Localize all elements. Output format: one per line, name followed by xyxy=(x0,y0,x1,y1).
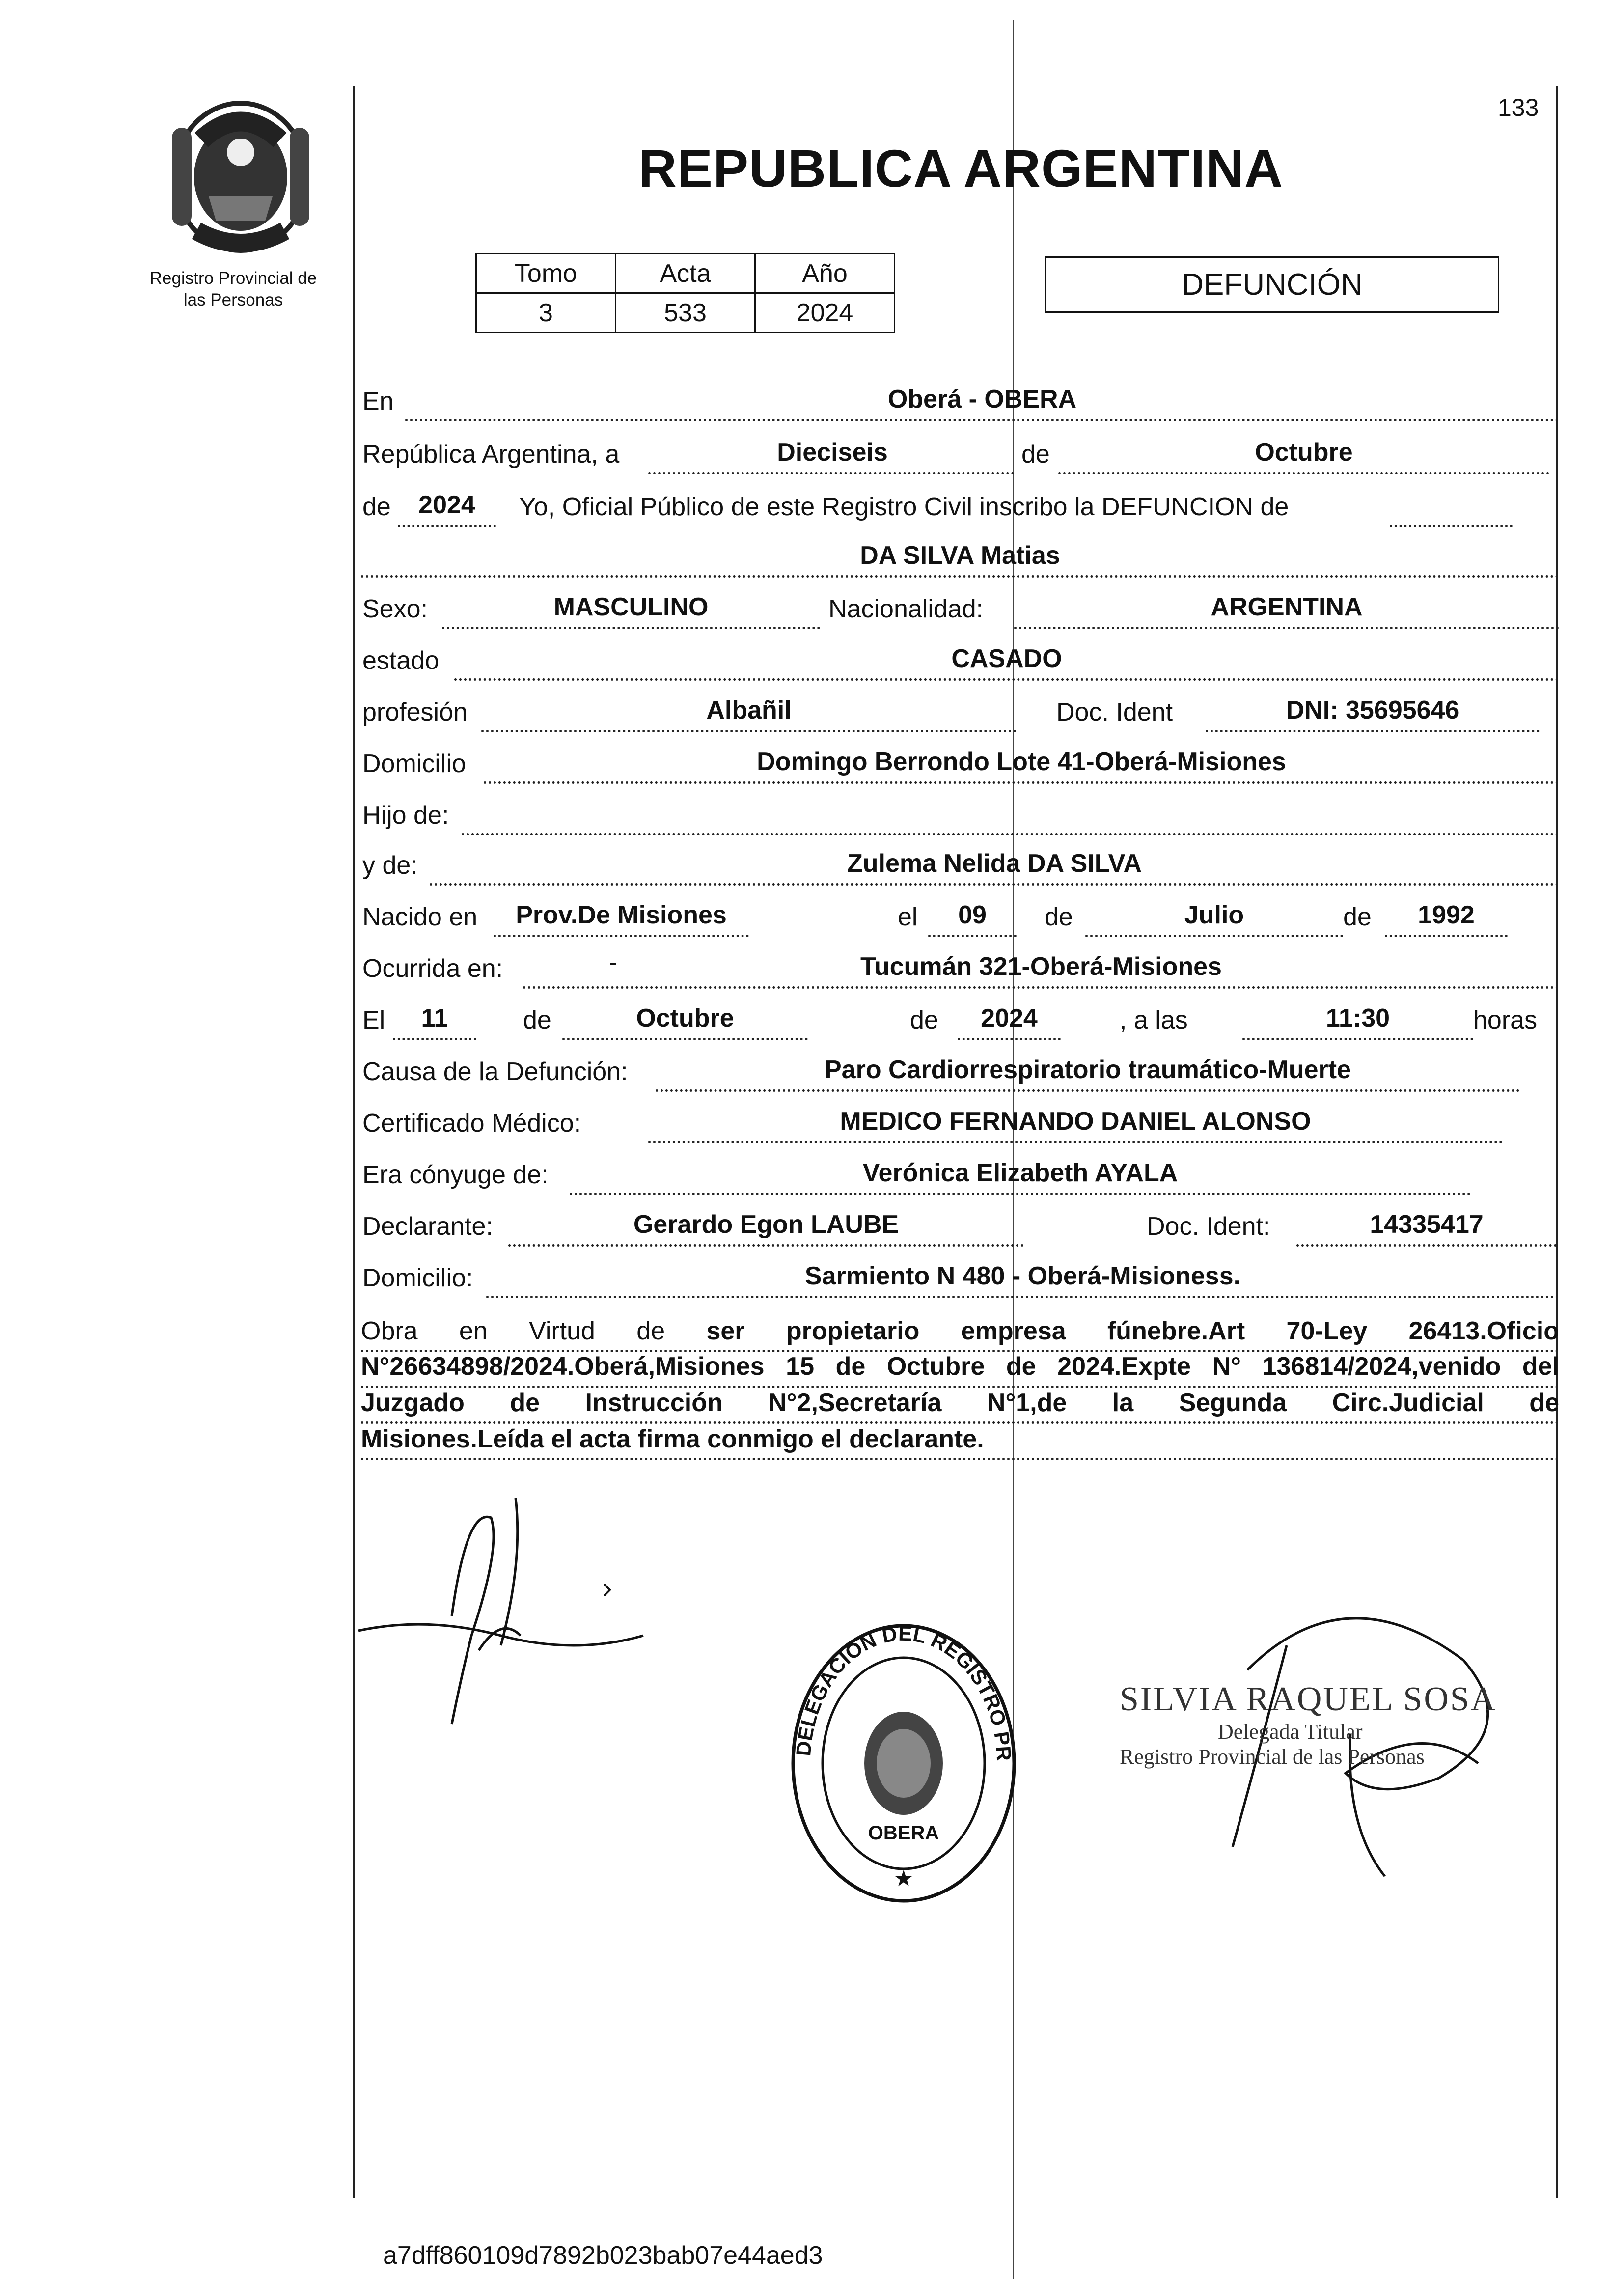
birth-year-value: 1992 xyxy=(1418,901,1475,929)
tomo-value: 3 xyxy=(476,293,616,333)
domicilio-label: Domicilio xyxy=(362,750,466,778)
row-birth xyxy=(361,896,1559,936)
horas-label: horas xyxy=(1473,1006,1538,1034)
row-sex-nationality xyxy=(361,588,1559,628)
causa-label: Causa de la Defunción: xyxy=(362,1057,628,1086)
province-seal-emblem xyxy=(162,93,319,258)
row-deceased-name xyxy=(361,537,1559,576)
conyuge-label: Era cónyuge de: xyxy=(362,1161,549,1189)
row-death-date xyxy=(361,1000,1559,1039)
doc-label: Doc. Ident xyxy=(1056,698,1173,726)
de-death-year-label: de xyxy=(910,1006,938,1034)
stamp-arc-text: DELEGACION DEL REGISTRO PR xyxy=(792,1621,1016,1762)
cert-value: MEDICO FERNANDO DANIEL ALONSO xyxy=(840,1107,1311,1136)
cert-label: Certificado Médico: xyxy=(362,1109,581,1138)
stamp-city: OBERA xyxy=(868,1822,939,1844)
nacionalidad-label: Nacionalidad: xyxy=(828,595,984,623)
decl-dom-value: Sarmiento N 480 - Oberá-Misioness. xyxy=(804,1262,1241,1290)
official-statement: Yo, Oficial Público de este Registro Civil inscribo la DEFUNCION de xyxy=(519,493,1289,521)
narrative-line-3: Juzgado de Instrucción N°2,Secretaría N°1,de la Segunda Circ.Judicial de xyxy=(361,1389,1559,1417)
day-words-value: Dieciseis xyxy=(777,438,888,467)
left-margin-rule xyxy=(353,86,355,2198)
domicilio-value: Domingo Berrondo Lote 41-Oberá-Misiones xyxy=(757,748,1286,776)
row-address xyxy=(361,743,1559,782)
nacido-label: Nacido en xyxy=(362,903,478,931)
declarante-value: Gerardo Egon LAUBE xyxy=(633,1210,899,1239)
death-place-value: Tucumán 321-Oberá-Misiones xyxy=(860,952,1222,981)
alas-label: , a las xyxy=(1120,1006,1188,1034)
year-value: 2024 xyxy=(418,491,475,519)
death-day-value: 11 xyxy=(421,1004,448,1032)
estado-label: estado xyxy=(362,646,440,675)
profesion-value: Albañil xyxy=(706,696,792,724)
birth-month-value: Julio xyxy=(1184,901,1244,929)
estado-value: CASADO xyxy=(951,644,1062,673)
row-year xyxy=(361,486,1559,526)
document-hash: a7dff860109d7892b023bab07e44aed3 xyxy=(383,2241,823,2270)
row-father xyxy=(361,795,1559,834)
doc-value: DNI: 35695646 xyxy=(1286,696,1459,724)
row-profession xyxy=(361,692,1559,731)
officer-registry: Registro Provincial de las Personas xyxy=(1120,1745,1425,1769)
decl-dom-label: Domicilio: xyxy=(362,1264,473,1292)
page-title: REPUBLICA ARGENTINA xyxy=(638,139,1283,198)
record-table xyxy=(475,253,895,333)
death-month-value: Octubre xyxy=(636,1004,734,1032)
declarante-label: Declarante: xyxy=(362,1212,493,1241)
acta-header: Acta xyxy=(616,254,755,293)
deceased-name-value: DA SILVA Matias xyxy=(860,541,1060,570)
el-label: el xyxy=(898,903,918,931)
page-number: 133 xyxy=(1498,94,1539,121)
narrative-line-2: N°26634898/2024.Oberá,Misiones 15 de Octubre de 2024.Expte N° 136814/2024,venido del xyxy=(361,1352,1559,1381)
place-value: Oberá - OBERA xyxy=(887,385,1077,414)
record-table-values xyxy=(476,293,895,333)
month-value: Octubre xyxy=(1255,438,1353,467)
narrative-line-1-text: ser propietario empresa fúnebre.Art 70-Ley 26413.Oficio xyxy=(706,1317,1560,1345)
ocurrida-label: Ocurrida en: xyxy=(362,954,503,983)
nacionalidad-value: ARGENTINA xyxy=(1211,593,1363,621)
row-date xyxy=(361,434,1559,473)
ocurrida-mark: - xyxy=(609,948,618,977)
registry-label: Registro Provincial de las Personas xyxy=(149,269,317,309)
officer-name: SILVIA RAQUEL SOSA xyxy=(1120,1680,1497,1718)
causa-value: Paro Cardiorrespiratorio traumático-Muerte xyxy=(824,1056,1351,1084)
tomo-header: Tomo xyxy=(476,254,616,293)
yde-label: y de: xyxy=(362,851,418,880)
decl-doc-value: 14335417 xyxy=(1370,1210,1484,1239)
officer-stamp xyxy=(1120,1680,1503,1769)
delegation-round-stamp xyxy=(786,1616,1021,1913)
ano-header: Año xyxy=(755,254,895,293)
profesion-label: profesión xyxy=(362,698,468,726)
row-mother xyxy=(361,845,1559,884)
narrative-line-4: Misiones.Leída el acta firma conmigo el declarante. xyxy=(361,1425,984,1453)
declarant-signature xyxy=(354,1488,658,1736)
narrative-line-1 xyxy=(361,1316,1559,1346)
hijo-label: Hijo de: xyxy=(362,801,449,830)
row-civil-status xyxy=(361,640,1559,679)
svg-text:★: ★ xyxy=(893,1865,914,1891)
row-cause xyxy=(361,1051,1559,1090)
death-time-value: 11:30 xyxy=(1325,1004,1390,1032)
fold-line xyxy=(1013,20,1014,2279)
sexo-value: MASCULINO xyxy=(553,593,709,621)
de-birth-month-label: de xyxy=(1045,903,1073,931)
row-declarant xyxy=(361,1206,1559,1245)
de-death-month-label: de xyxy=(523,1006,551,1034)
sexo-label: Sexo: xyxy=(362,595,428,623)
record-type-box: DEFUNCIÓN xyxy=(1045,256,1499,313)
El-label: El xyxy=(362,1006,385,1034)
row-spouse xyxy=(361,1154,1559,1194)
record-table-header xyxy=(476,254,895,293)
de-year-label: de xyxy=(362,493,391,521)
row-certificate xyxy=(361,1103,1559,1142)
decl-doc-label: Doc. Ident: xyxy=(1147,1212,1270,1241)
de-birth-year-label: de xyxy=(1343,903,1372,931)
mother-value: Zulema Nelida DA SILVA xyxy=(847,849,1142,878)
row-death-place xyxy=(361,948,1559,987)
row-place xyxy=(361,381,1559,420)
narrative-prefix: Obra en Virtud de xyxy=(361,1317,665,1345)
ano-value: 2024 xyxy=(755,293,895,333)
de-label: de xyxy=(1021,440,1050,469)
row-declarant-address xyxy=(361,1257,1559,1297)
birth-day-value: 09 xyxy=(958,901,987,929)
en-label: En xyxy=(362,387,394,416)
country-label: República Argentina, a xyxy=(362,440,620,469)
officer-title: Delegada Titular xyxy=(1218,1720,1363,1744)
death-year-value: 2024 xyxy=(981,1004,1038,1032)
birthplace-value: Prov.De Misiones xyxy=(516,901,727,929)
conyuge-value: Verónica Elizabeth AYALA xyxy=(862,1159,1178,1187)
acta-value: 533 xyxy=(616,293,755,333)
